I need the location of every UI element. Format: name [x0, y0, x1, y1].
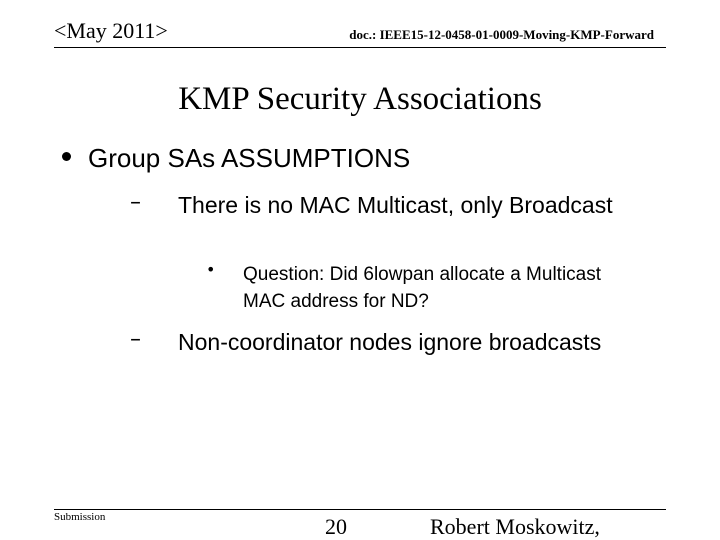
bullet-dot-icon [62, 152, 71, 161]
header-date: <May 2011> [54, 18, 168, 43]
header-rule [54, 47, 666, 48]
bullet-group-sas: Group SAs ASSUMPTIONS [88, 143, 411, 173]
bullet-no-mac-multicast: There is no MAC Multicast, only Broadcast [178, 192, 613, 218]
footer-rule [54, 509, 666, 510]
bullet-6lowpan-question: Question: Did 6lowpan allocate a Multicast MAC address for ND? [243, 264, 602, 312]
footer-author: Robert Moskowitz, [430, 514, 600, 539]
slide-title: KMP Security Associations [178, 81, 542, 117]
footer-submission: Submission [54, 511, 106, 523]
round-bullet-icon: • [206, 260, 216, 279]
bullet-ignore-broadcasts: Non-coordinator nodes ignore broadcasts [178, 329, 602, 355]
dash-bullet-icon: – [130, 190, 141, 215]
dash-bullet-icon: – [130, 327, 141, 352]
page-number: 20 [325, 514, 347, 539]
header-document-id: doc.: IEEE15-12-0458-01-0009-Moving-KMP-Forward [349, 27, 654, 42]
